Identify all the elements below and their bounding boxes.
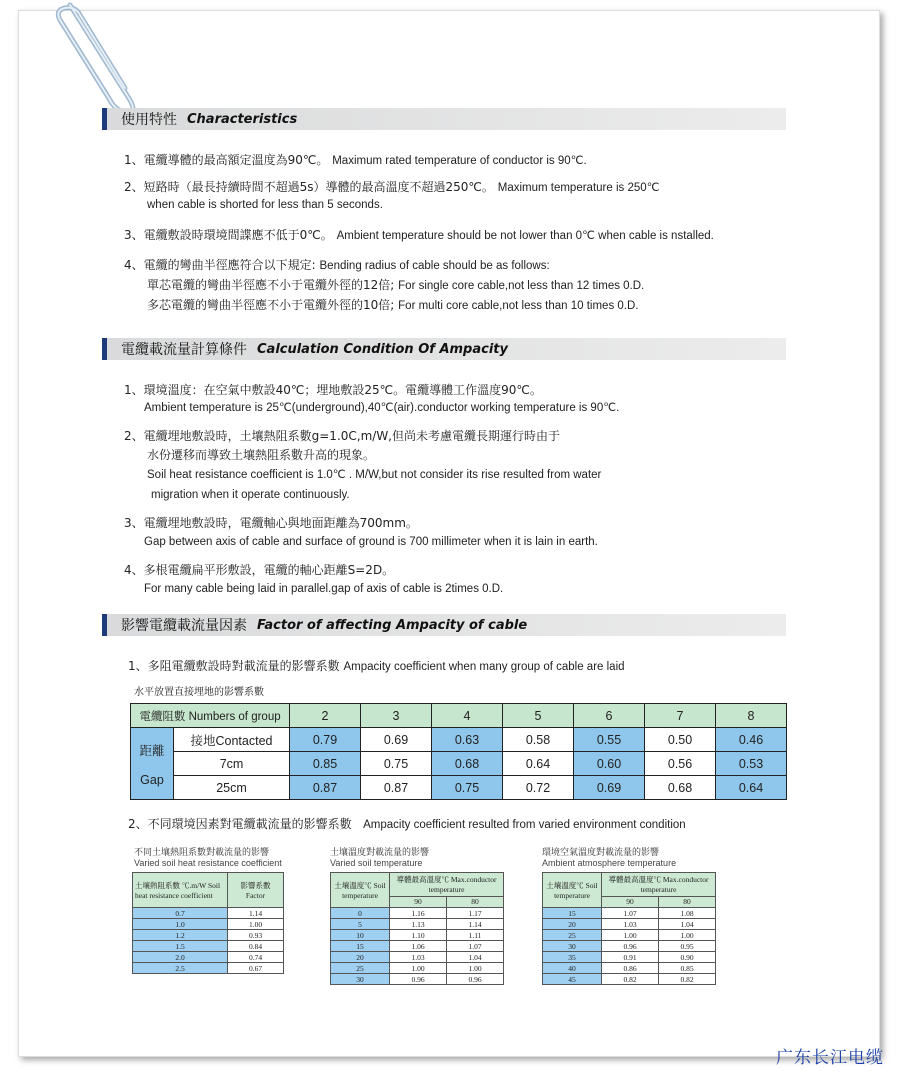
soil-temp-title (330, 845, 429, 869)
cell: 0 (331, 908, 390, 919)
cell: 0.91 (602, 952, 659, 963)
text-en: when cable is shorted for less than 5 seconds. (147, 199, 383, 211)
header-cell: 土壤溫度℃ Soil temperature (543, 873, 602, 908)
text-en: Ampacity coefficient resulted from varied environment condition (363, 819, 686, 831)
soil-resistance-title (134, 845, 282, 869)
cell: 0.58 (503, 728, 574, 752)
cell: 0.96 (447, 974, 504, 985)
factor-2-heading (128, 815, 686, 832)
cell: 20 (543, 919, 602, 930)
soil-temp-table (330, 872, 504, 985)
cell: 0.53 (716, 752, 787, 776)
text-cn: 3、電纜敷設時環境間諜應不低于0℃。 (124, 228, 333, 242)
cell: 1.2 (133, 930, 228, 941)
cell: 1.00 (602, 930, 659, 941)
cell: 0.68 (645, 776, 716, 800)
cell: 1.03 (602, 919, 659, 930)
calculation-2 (124, 427, 560, 444)
cell: 5 (331, 919, 390, 930)
section-header-calculation (102, 338, 786, 360)
section-title-en: Calculation Condition Of Ampacity (257, 341, 508, 357)
text-cn: 3、電纜埋地敷設時，電纜軸心與地面距離為700mm。 (124, 516, 418, 530)
header-label: 電纜阻數 Numbers of group (131, 704, 290, 728)
text-en: For many cable being laid in parallel.gap of axis of cable is 2times 0.D. (144, 583, 504, 595)
header-cell: 土壤熱阻系數 ℃.m/W Soil heat resistance coefficient (133, 873, 228, 908)
section-title-cn: 電纜載流量計算條件 (121, 342, 247, 358)
paperclip-icon (30, 0, 140, 120)
air-temp-title (542, 845, 676, 869)
cell: 1.16 (390, 908, 447, 919)
cell: 1.04 (659, 919, 716, 930)
text-cn: 2、不同環境因素對電纜載流量的影響系數 (128, 817, 352, 831)
factor-1-heading (128, 657, 625, 674)
cell: 1.11 (447, 930, 504, 941)
cell: 1.00 (228, 919, 284, 930)
section-bar (102, 614, 107, 636)
calculation-4 (124, 561, 394, 578)
calculation-3 (124, 514, 418, 531)
cell: 1.00 (659, 930, 716, 941)
title-en: Varied soil heat resistance coefficient (134, 858, 282, 868)
cell: 0.79 (290, 728, 361, 752)
group-col: 8 (716, 704, 787, 728)
cell: 1.13 (390, 919, 447, 930)
cell: 0.68 (432, 752, 503, 776)
section-title-en: Factor of affecting Ampacity of cable (257, 617, 528, 633)
table-row (131, 752, 787, 776)
cell: 0.50 (645, 728, 716, 752)
cell: 1.0 (133, 919, 228, 930)
header-cell: 導體最高溫度℃ Max.conductor temperature (390, 873, 504, 897)
header-cell: 影響系數 Factor (228, 873, 284, 908)
calculation-3-en (144, 533, 598, 548)
cell: 0.93 (228, 930, 284, 941)
cell: 0.96 (390, 974, 447, 985)
cell: 45 (543, 974, 602, 985)
text-cn: 單芯電纜的彎曲半徑應不小于電纜外徑的12倍; (147, 278, 395, 292)
group-col: 2 (290, 704, 361, 728)
header-cell: 80 (447, 896, 504, 907)
header-cell: 土壤溫度℃ Soil temperature (331, 873, 390, 908)
cell: 0.74 (228, 952, 284, 963)
group-col: 7 (645, 704, 716, 728)
cell: 0.84 (228, 941, 284, 952)
text-cn: 1、電纜導體的最高額定溫度為90℃。 (124, 153, 329, 167)
calculation-4-en (144, 580, 503, 595)
cell: 0.55 (574, 728, 645, 752)
cell: 15 (331, 941, 390, 952)
cell: 40 (543, 963, 602, 974)
cell: 1.03 (390, 952, 447, 963)
cell: 0.63 (432, 728, 503, 752)
cell: 25 (543, 930, 602, 941)
air-temp-table (542, 872, 716, 985)
cell: 30 (543, 941, 602, 952)
cell: 0.75 (432, 776, 503, 800)
text-cn: 1、環境溫度：在空氣中敷設40℃；埋地敷設25℃。電纜導體工作溫度90℃。 (124, 383, 542, 397)
group-col: 4 (432, 704, 503, 728)
cell: 0.72 (503, 776, 574, 800)
cell: 0.64 (716, 776, 787, 800)
text-cn: 4、多根電纜扁平形敷設，電纜的軸心距離S=2D。 (124, 563, 395, 577)
cell: 0.7 (133, 908, 228, 919)
section-title-en: Characteristics (187, 111, 298, 127)
text-cn: 2、電纜埋地敷設時，土壤熱阻系數g=1.0C,m/W,但尚未考慮電纜長期運行時由于 (124, 429, 560, 443)
cell: 25 (331, 963, 390, 974)
group-col: 5 (503, 704, 574, 728)
text-en: For single core cable,not less than 12 times 0.D. (398, 280, 645, 292)
calculation-2-en (147, 466, 601, 481)
characteristic-2-cont (147, 197, 383, 211)
row-label: 25cm (174, 776, 290, 800)
gap-label-en: Gap (140, 772, 164, 787)
text-en: Gap between axis of cable and surface of ground is 700 millimeter when it is lain in earth. (144, 536, 598, 548)
cell: 0.60 (574, 752, 645, 776)
header-cell: 90 (602, 896, 659, 907)
group-coefficient-table (130, 703, 787, 800)
text-cn: 水平放置直接埋地的影響系數 (134, 687, 264, 698)
header-cell: 導體最高溫度℃ Max.conductor temperature (602, 873, 716, 897)
cell: 0.56 (645, 752, 716, 776)
text-en: Ampacity coefficient when many group of cable are laid (343, 661, 625, 673)
calculation-1 (124, 381, 542, 398)
cell: 0.86 (602, 963, 659, 974)
cell: 0.95 (659, 941, 716, 952)
cell: 1.10 (390, 930, 447, 941)
section-bar (102, 338, 107, 360)
cell: 0.67 (228, 963, 284, 974)
cell: 1.07 (447, 941, 504, 952)
section-title-cn: 使用特性 (121, 112, 177, 128)
characteristic-4 (124, 256, 550, 273)
cell: 0.87 (290, 776, 361, 800)
cell: 1.17 (447, 908, 504, 919)
group-col: 3 (361, 704, 432, 728)
cell: 15 (543, 908, 602, 919)
text-en: Ambient temperature is 25℃(underground),40℃(air).conductor working temperature is 90℃. (144, 402, 620, 414)
cell: 10 (331, 930, 390, 941)
group-col: 6 (574, 704, 645, 728)
cell: 2.0 (133, 952, 228, 963)
section-bar (102, 108, 107, 130)
characteristic-1 (124, 151, 587, 168)
text-en: Maximum rated temperature of conductor is 90℃. (332, 155, 587, 167)
text-en: Soil heat resistance coefficient is 1.0℃ . M/W,but not consider its rise resulted from water (147, 469, 602, 481)
text-cn: 多芯電纜的彎曲半徑應不小于電纜外徑的10倍; (147, 298, 395, 312)
text-en: migration when it operate continuously. (151, 489, 350, 501)
cell: 2.5 (133, 963, 228, 974)
cell: 0.46 (716, 728, 787, 752)
cell: 30 (331, 974, 390, 985)
cell: 0.82 (659, 974, 716, 985)
company-logo-text: 广东长江电缆 (776, 1048, 884, 1068)
cell: 1.14 (228, 908, 284, 919)
cell: 0.69 (361, 728, 432, 752)
cell: 0.85 (290, 752, 361, 776)
cell: 0.75 (361, 752, 432, 776)
cell: 0.82 (602, 974, 659, 985)
section-header-factors (102, 614, 786, 636)
table-row (131, 728, 787, 752)
cell: 0.69 (574, 776, 645, 800)
characteristic-4b (147, 296, 638, 313)
row-label: 7cm (174, 752, 290, 776)
text-cn: 2、短路時（最長持續時間不超過5s）導體的最高溫度不超過250℃。 (124, 180, 494, 194)
row-label: 接地Contacted (174, 728, 290, 752)
table-row (131, 776, 787, 800)
characteristic-2 (124, 178, 660, 195)
cell: 35 (543, 952, 602, 963)
section-title-cn: 影響電纜載流量因素 (121, 618, 247, 634)
text-en: For multi core cable,not less than 10 times 0.D. (398, 300, 639, 312)
text-cn: 4、電纜的彎曲半徑應符合以下規定: (124, 258, 316, 272)
cell: 0.85 (659, 963, 716, 974)
title-en: Varied soil temperature (330, 858, 423, 868)
title-cn: 環境空氣溫度對載流量的影響 (542, 848, 660, 858)
calculation-2-cont (147, 446, 375, 463)
gap-label-cn: 距離 (139, 743, 165, 758)
characteristic-4a (147, 276, 644, 293)
cell: 1.00 (390, 963, 447, 974)
gap-label (131, 728, 174, 800)
calculation-2-en2 (151, 486, 350, 501)
header-cell: 80 (659, 896, 716, 907)
cell: 1.04 (447, 952, 504, 963)
cell: 1.00 (447, 963, 504, 974)
soil-resistance-table (132, 872, 284, 974)
cell: 0.96 (602, 941, 659, 952)
text-en: Ambient temperature should be not lower than 0℃ when cable is nstalled. (336, 230, 714, 242)
characteristic-3 (124, 226, 714, 243)
factor-1-subheading (134, 683, 264, 698)
section-header-characteristics (102, 108, 786, 130)
cell: 1.06 (390, 941, 447, 952)
title-en: Ambient atmosphere temperature (542, 858, 677, 868)
cell: 1.08 (659, 908, 716, 919)
text-cn: 1、多阻電纜敷設時對載流量的影響系數 (128, 659, 340, 673)
text-cn: 水份遷移而導致土壤熱阻系數升高的現象。 (147, 448, 376, 462)
cell: 1.5 (133, 941, 228, 952)
title-cn: 土壤溫度對載流量的影響 (330, 848, 430, 858)
header-cell: 90 (390, 896, 447, 907)
text-en: Maximum temperature is 250℃ (497, 182, 660, 194)
cell: 0.64 (503, 752, 574, 776)
cell: 20 (331, 952, 390, 963)
cell: 1.14 (447, 919, 504, 930)
title-cn: 不同土壤熱阻系數對載流量的影響 (134, 848, 270, 858)
text-en: Bending radius of cable should be as follows: (319, 260, 550, 272)
cell: 0.90 (659, 952, 716, 963)
cell: 0.87 (361, 776, 432, 800)
cell: 1.07 (602, 908, 659, 919)
calculation-1-en (144, 400, 619, 414)
